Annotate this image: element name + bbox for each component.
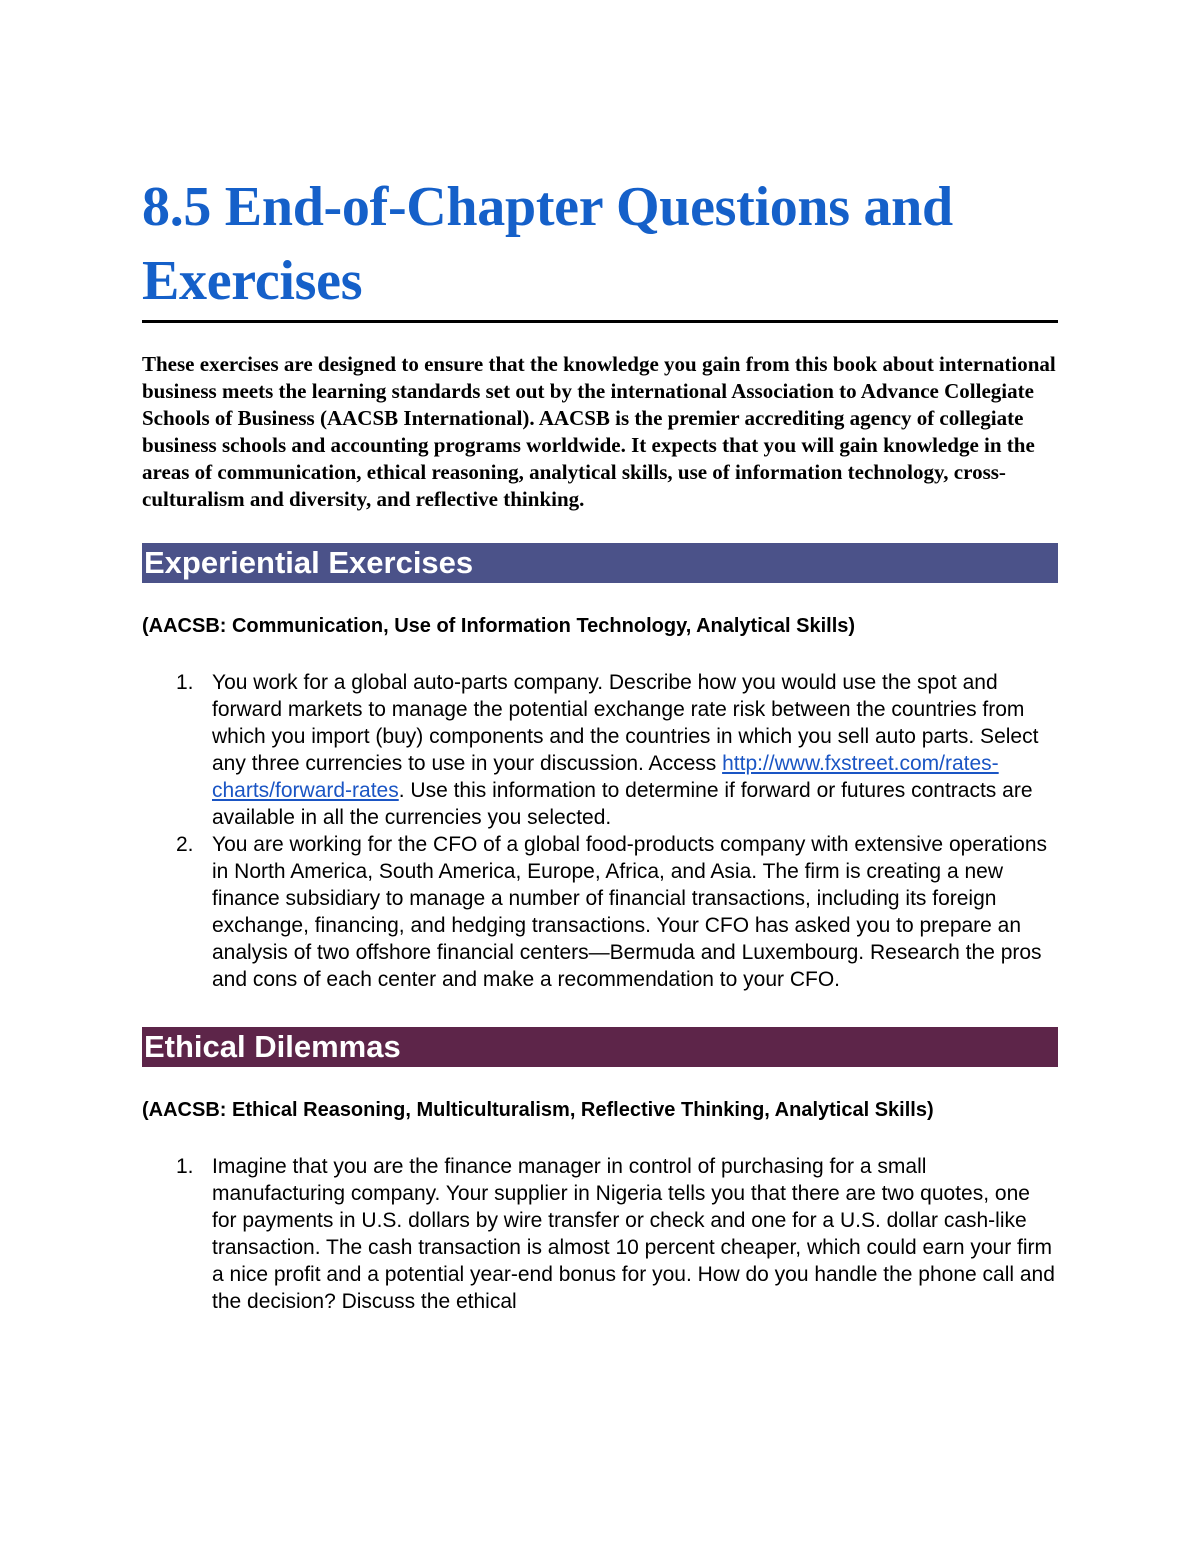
intro-paragraph: These exercises are designed to ensure that the knowledge you gain from this book about international business meets the learning standards set out by the international Association to Advance Collegiate Schools of Business (AACSB International). AACSB is the premier accrediting agency of collegiate business schools and accounting programs worldwide. It expects that you will gain knowledge in the areas of communication, ethical reasoning, analytical skills, use of information technology, cross-culturalism and diversity, and reflective thinking. [142, 352, 1056, 511]
fxstreet-forward-rates-link[interactable]: http://www.fxstreet.com/rates-charts/forward-rates [212, 752, 999, 802]
list-item-number: 2. [176, 833, 194, 856]
list-item [142, 831, 1058, 993]
list-item-text: Imagine that you are the finance manager in control of purchasing for a small manufacturing company. Your supplier in Nigeria tells you that there are two quotes, one for payments in U.S. dollars by wire transfer or check and one for a U.S. dollar cash-like transaction. The cash transaction is almost 10 percent cheaper, which could earn your firm a nice profit and a potential year-end bonus for you. How do you handle the phone call and the decision? Discuss the ethical [212, 1155, 1055, 1313]
document-page [142, 170, 1058, 1315]
list-item-number: 1. [176, 1155, 194, 1178]
aacsb-standards-experiential: (AACSB: Communication, Use of Information Technology, Analytical Skills) [142, 615, 856, 637]
ethical-dilemmas-list [142, 1153, 1058, 1315]
list-item-text: . Use this information to determine if forward or futures contracts are available in all the currencies you selected. [212, 779, 1033, 829]
section-header-ethical-dilemmas: Ethical Dilemmas [142, 1027, 1058, 1067]
list-item [142, 669, 1058, 831]
page-title: 8.5 End-of-Chapter Questions and Exercises [142, 170, 1058, 323]
experiential-exercises-list [142, 669, 1058, 993]
aacsb-standards-ethical: (AACSB: Ethical Reasoning, Multiculturalism, Reflective Thinking, Analytical Skills) [142, 1099, 934, 1121]
list-item-text: You are working for the CFO of a global food-products company with extensive operations in North America, South America, Europe, Africa, and Asia. The firm is creating a new finance subsidiary to manage a number of financial transactions, including its foreign exchange, financing, and hedging transactions. Your CFO has asked you to prepare an analysis of two offshore financial centers—Bermuda and Luxembourg. Research the pros and cons of each center and make a recommendation to your CFO. [212, 833, 1048, 991]
list-item-number: 1. [176, 671, 194, 694]
list-item [142, 1153, 1058, 1315]
section-header-experiential-exercises: Experiential Exercises [142, 543, 1058, 583]
list-item-text: You work for a global auto-parts company. Describe how you would use the spot and forward markets to manage the potential exchange rate risk between the countries from which you import (buy) components and the countries in which you sell auto parts. Select any three currencies to use in your discussion. Access [212, 671, 1039, 775]
